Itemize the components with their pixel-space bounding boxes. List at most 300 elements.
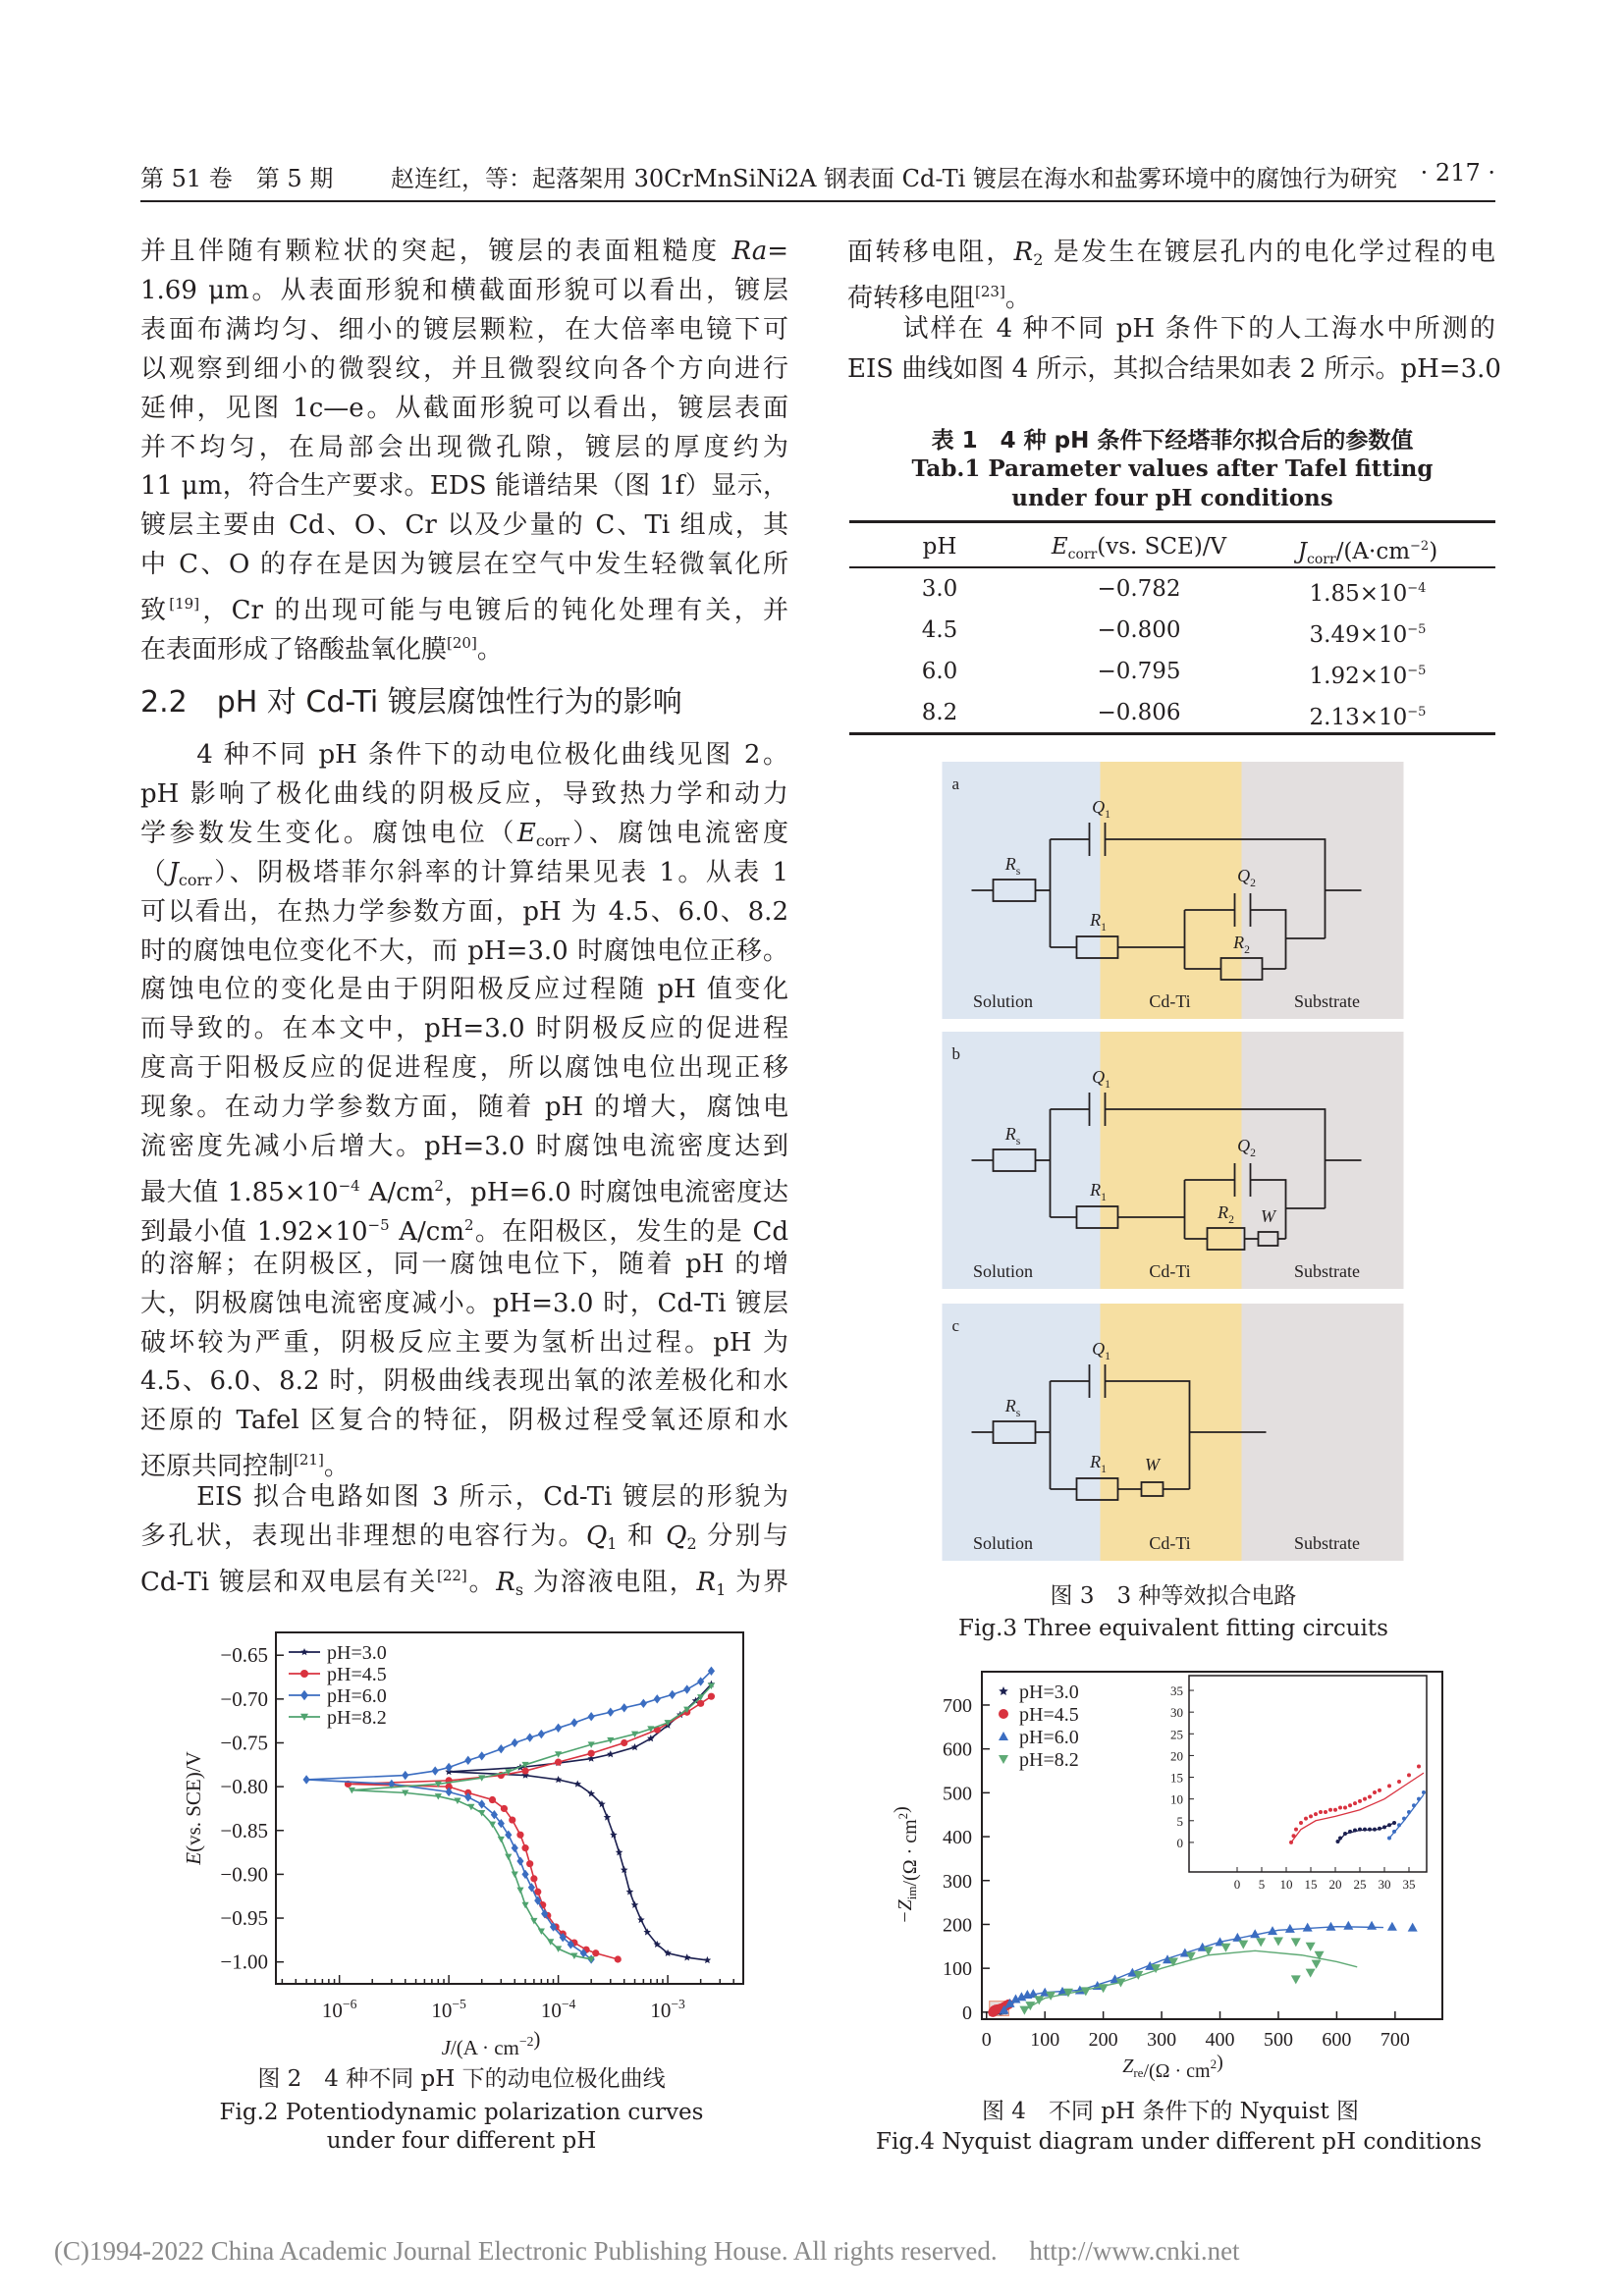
data-point	[631, 1901, 639, 1908]
data-point	[1303, 1923, 1313, 1932]
label-w	[1261, 1206, 1277, 1226]
inset-x-tick-label: 30	[1378, 1877, 1391, 1892]
text-run: 3.49×10	[1309, 622, 1408, 648]
inset-data-point	[1373, 1790, 1377, 1794]
italic-run: E	[1051, 534, 1068, 560]
inset-data-point	[1387, 1823, 1391, 1827]
inset-data-point	[1358, 1799, 1362, 1803]
text-run: 致	[140, 596, 170, 626]
superscript: −5	[367, 1215, 390, 1234]
inset-data-point	[1422, 1790, 1426, 1794]
text-line	[140, 389, 788, 428]
data-point	[704, 1956, 712, 1963]
text-line	[847, 309, 1495, 348]
inset-x-tick-label: 0	[1233, 1877, 1241, 1892]
data-point	[631, 1743, 639, 1750]
table-cell	[832, 574, 1048, 604]
table-cell	[832, 698, 1048, 727]
data-point	[683, 1953, 691, 1960]
data-point	[555, 1776, 563, 1783]
y-tick-label: 300	[943, 1870, 972, 1893]
data-point	[1312, 1960, 1322, 1969]
y-tick-label: 500	[943, 1783, 972, 1805]
data-point	[512, 1872, 518, 1878]
text-run: 为溶液电阻，	[523, 1567, 697, 1597]
x-tick-label: 300	[1147, 2029, 1177, 2051]
inset-data-point	[1417, 1797, 1421, 1801]
data-point	[521, 1844, 528, 1851]
inset-data-point	[1343, 1832, 1347, 1836]
text-line	[140, 1401, 788, 1440]
text-run: ）、阴极塔菲尔斜率的计算结果见表 1。从表 1	[211, 857, 788, 887]
inset-x-tick-label: 35	[1402, 1877, 1416, 1892]
data-point	[621, 1703, 627, 1712]
inset-chart	[1170, 1676, 1427, 1892]
text-line	[140, 1284, 788, 1323]
data-point	[1387, 1922, 1397, 1931]
data-point	[1019, 2006, 1029, 2015]
inset-data-point	[1392, 1830, 1396, 1834]
text-run: −0.795	[1097, 659, 1181, 684]
x-tick-label: 200	[1088, 2029, 1118, 2051]
text-run: 中 C、O 的存在是因为镀层在空气中发生轻微氧化所	[140, 550, 788, 580]
superscript: −4	[338, 1176, 360, 1195]
series-pH=8.2	[349, 1683, 715, 1963]
inset-data-point	[1363, 1797, 1367, 1801]
inset-data-point	[1407, 1773, 1411, 1777]
legend-label: pH=4.5	[1019, 1704, 1079, 1726]
table-cell	[832, 657, 1048, 686]
text-run: 的溶解；在阴极区，同一腐蚀电位下，随着 pH 的增	[140, 1249, 788, 1279]
text-run: R	[1233, 933, 1245, 952]
legend-label: pH=8.2	[1019, 1749, 1079, 1771]
inset-y-tick-label: 25	[1170, 1727, 1183, 1742]
panel-letter: a	[951, 774, 960, 793]
legend-label: pH=8.2	[327, 1707, 387, 1729]
inset-data-point	[1348, 1803, 1352, 1807]
inset-frame	[1189, 1676, 1427, 1872]
header-rule	[140, 200, 1495, 202]
text-run: 时的腐蚀电位变化不大，而 pH=3.0 时腐蚀电位正移。	[140, 935, 788, 966]
text-run: 现象。在动力学参数方面，随着 pH 的增大，腐蚀电	[140, 1093, 788, 1123]
data-point	[588, 1712, 595, 1721]
text-run: 8.2	[921, 700, 958, 725]
fit-line	[1004, 1927, 1383, 2010]
text-run: 。在阳极区，发生的是 Cd	[473, 1216, 788, 1247]
inset-y-tick-label: 5	[1176, 1813, 1183, 1829]
y-tick-label: 700	[943, 1694, 972, 1717]
text-run: /(A·cm	[1335, 539, 1411, 564]
data-point	[498, 1744, 505, 1753]
superscript: −5	[1407, 622, 1427, 637]
text-run: W	[1145, 1455, 1160, 1474]
italic-run: J	[168, 857, 179, 887]
text-run: 在表面形成了铬酸盐氧化膜	[140, 635, 448, 665]
text-line	[140, 1245, 788, 1284]
legend-marker	[300, 1648, 308, 1655]
text-run: 6.0	[921, 659, 958, 684]
label-w	[1145, 1455, 1162, 1474]
y-axis-label	[182, 1751, 205, 1866]
text-run: R	[1004, 1124, 1016, 1144]
text-run: 试样在 4 种不同 pH 条件下的人工海水中所测的	[847, 314, 1495, 344]
inset-data-point	[1289, 1841, 1293, 1844]
series-pH=8.2	[1019, 1937, 1357, 2014]
subscript: 2	[686, 1533, 697, 1553]
data-point	[570, 1718, 577, 1727]
data-point	[1291, 1938, 1301, 1947]
italic-run: Q	[666, 1521, 687, 1551]
journal-issue: 第 51 卷 第 5 期	[140, 165, 334, 192]
text-run: R	[1090, 1180, 1102, 1200]
inset-data-point	[1338, 1836, 1342, 1840]
panel-letter: c	[951, 1316, 960, 1335]
subscript: 2	[1250, 877, 1256, 889]
text-line	[140, 735, 788, 774]
text-run: 1.92×10	[1309, 664, 1408, 689]
superscript: −2	[518, 2034, 534, 2049]
superscript: 2	[434, 1176, 444, 1195]
data-point	[526, 1860, 533, 1867]
superscript: −5	[1407, 664, 1427, 678]
y-tick-label: 200	[943, 1914, 972, 1937]
table-cell	[1260, 574, 1476, 609]
data-point	[505, 1854, 512, 1860]
text-run: (vs. SCE)/V	[1097, 534, 1227, 560]
text-line	[140, 310, 788, 349]
text-line	[140, 1517, 788, 1556]
fig2-caption-cn: 图 2 4 种不同 pH 下的动电位极化曲线	[257, 2066, 666, 2092]
text-run: 为界	[726, 1567, 788, 1597]
text-run: 面转移电阻，	[847, 238, 1014, 267]
text-run: 大，阴极腐蚀电流密度减小。pH=3.0 时，Cd-Ti 镀层	[140, 1288, 788, 1318]
text-line	[140, 814, 788, 853]
text-run: =	[767, 237, 788, 266]
legend-marker	[300, 1670, 308, 1678]
text-run: Q	[1092, 797, 1106, 817]
inset-data-point	[1378, 1789, 1381, 1792]
table-header-cell	[1031, 532, 1247, 569]
region-label: Cd-Ti	[1149, 1533, 1191, 1553]
data-point	[555, 1724, 562, 1733]
legend-marker	[300, 1690, 308, 1700]
data-point	[516, 1888, 523, 1894]
text-run: 10	[321, 1999, 343, 2022]
superscript: 2	[1210, 2056, 1218, 2071]
y-tick-label: −0.85	[220, 1818, 268, 1842]
subscript: s	[1015, 1135, 1021, 1148]
solution-region	[943, 762, 1101, 1019]
text-run: Q	[1237, 866, 1251, 885]
legend-label: pH=3.0	[1019, 1682, 1079, 1703]
text-run: 11 μm，符合生产要求。EDS 能谱结果（图 1f）显示，	[140, 471, 788, 502]
inset-x-tick-label: 15	[1304, 1877, 1318, 1892]
text-run: R	[1218, 1202, 1229, 1222]
circuit-panel-a	[940, 762, 1406, 1019]
data-point	[302, 1775, 309, 1784]
text-run: 是发生在镀层孔内的电化学过程的电	[1043, 238, 1495, 267]
substrate-region	[1242, 1032, 1404, 1289]
data-point	[402, 1771, 408, 1780]
inset-data-point	[1392, 1821, 1396, 1825]
region-label: Cd-Ti	[1149, 1261, 1191, 1281]
text-run: 10	[650, 1999, 672, 2022]
subscript: 1	[1105, 1350, 1110, 1362]
data-point	[708, 1693, 715, 1700]
legend-label: pH=4.5	[327, 1664, 387, 1685]
text-line	[140, 774, 788, 814]
text-line	[140, 349, 788, 389]
text-run: 荷转移电阻	[847, 283, 976, 313]
data-point	[498, 1837, 505, 1842]
subscript: im	[904, 1886, 919, 1900]
table-cell	[1260, 615, 1476, 650]
data-point	[669, 1690, 676, 1699]
data-point	[1238, 1941, 1248, 1949]
legend-marker	[999, 1755, 1008, 1764]
subscript: 1	[607, 1533, 618, 1553]
fig3-caption-cn: 图 3 3 种等效拟合电路	[1050, 1583, 1297, 1609]
region-label: Solution	[972, 1261, 1034, 1281]
data-point	[1273, 1937, 1283, 1946]
region-label: Solution	[972, 991, 1034, 1011]
inset-data-point	[1314, 1812, 1318, 1816]
text-run: −0.806	[1097, 700, 1181, 725]
data-point	[592, 1949, 599, 1956]
superscript: −3	[671, 1997, 685, 2011]
text-line	[140, 932, 788, 971]
text-run: pH 影响了极化曲线的阴极反应，导致热力学和动力	[140, 778, 788, 809]
inset-x-tick-label: 10	[1279, 1877, 1293, 1892]
data-point	[467, 1804, 474, 1810]
inset-y-tick-label: 20	[1170, 1748, 1183, 1764]
fig4-caption-en: Fig.4 Nyquist diagram under different pH conditions	[876, 2129, 1483, 2155]
table-title-en-1: Tab.1 Parameter values after Tafel fitting	[911, 455, 1434, 482]
text-run: R	[1090, 910, 1102, 930]
inset-data-point	[1336, 1840, 1340, 1843]
text-line	[847, 272, 1495, 311]
text-run: −Z	[894, 1899, 916, 1924]
text-run: 。	[476, 635, 503, 665]
solution-region	[943, 1032, 1101, 1289]
table-title-cn: 表 1 4 种 pH 条件下经塔菲尔拟合后的参数值	[931, 428, 1414, 454]
text-run: 腐蚀电位的变化是由于阴阳极反应过程随 pH 值变化	[140, 975, 788, 1005]
text-run: (vs. SCE)/V	[182, 1751, 205, 1852]
data-point	[528, 1883, 535, 1892]
inset-data-point	[1397, 1780, 1401, 1784]
text-line	[140, 970, 788, 1009]
x-tick-label: 0	[981, 2029, 992, 2051]
y-tick-label: −0.65	[220, 1643, 268, 1668]
text-line	[140, 1088, 788, 1127]
text-line	[140, 506, 788, 545]
legend-marker	[999, 1709, 1008, 1719]
subscript: 1	[1105, 1078, 1110, 1091]
inset-data-point	[1397, 1823, 1401, 1827]
data-point	[1256, 1938, 1266, 1947]
text-run: 1.85×10	[1309, 581, 1408, 607]
inset-data-point	[1402, 1817, 1406, 1821]
data-point	[555, 1759, 562, 1766]
inset-data-point	[1309, 1814, 1313, 1818]
subscript: 2	[1228, 1213, 1234, 1226]
text-run: 延伸，见图 1c—e。从截面形貌可以看出，镀层表面	[140, 393, 788, 423]
text-run: 10	[431, 1999, 453, 2022]
text-run: Z	[1122, 2056, 1134, 2077]
data-point	[521, 1902, 528, 1908]
subscript: s	[514, 1579, 524, 1599]
data-point	[538, 1730, 545, 1738]
table-cell	[1260, 698, 1476, 732]
inset-data-point	[1333, 1808, 1337, 1812]
text-run: )	[1217, 2052, 1223, 2073]
text-run: 破坏较为严重，阴极反应主要为氢析出过程。pH 为	[140, 1327, 788, 1358]
y-tick-label: 400	[943, 1827, 972, 1849]
inset-data-point	[1373, 1828, 1377, 1832]
text-line	[140, 1362, 788, 1401]
subscript: 2	[1033, 250, 1044, 269]
text-run: /(A · cm	[450, 2036, 519, 2059]
series-pH=6.0	[1000, 1921, 1418, 2014]
data-point	[607, 1708, 614, 1717]
data-point	[1306, 1943, 1316, 1951]
subscript: 1	[716, 1579, 727, 1599]
text-run: 还原共同控制	[140, 1452, 295, 1482]
data-point	[1343, 1921, 1353, 1930]
text-line	[140, 1323, 788, 1362]
subscript: s	[1015, 865, 1021, 878]
x-tick-label: 400	[1205, 2029, 1235, 2051]
data-point	[432, 1766, 439, 1775]
text-run: −0.782	[1097, 576, 1181, 602]
table-header-cell	[1260, 532, 1476, 574]
figure-4-nyquist-chart	[884, 1659, 1473, 2082]
data-point	[1220, 1944, 1230, 1952]
text-line	[140, 1205, 788, 1245]
legend-label: pH=6.0	[327, 1685, 387, 1707]
inset-y-tick-label: 35	[1170, 1683, 1183, 1699]
subscript: 2	[1244, 943, 1250, 956]
text-line	[140, 584, 788, 626]
text-run: )	[533, 2027, 541, 2051]
inset-data-point	[1343, 1806, 1347, 1810]
text-run: 流密度先减小后增大。pH=3.0 时腐蚀电流密度达到	[140, 1132, 788, 1161]
text-line	[140, 1166, 788, 1205]
y-tick-label: 600	[943, 1738, 972, 1761]
subscript: corr	[1307, 552, 1336, 567]
section-heading: 2.2 pH 对 Cd-Ti 镀层腐蚀性行为的影响	[140, 685, 682, 720]
circuit-panel-c	[940, 1304, 1406, 1561]
inset-data-point	[1407, 1810, 1411, 1814]
inset-data-point	[1358, 1828, 1362, 1832]
data-point	[530, 1875, 537, 1882]
text-line	[140, 545, 788, 584]
data-point	[1285, 1924, 1295, 1933]
inset-data-point	[1338, 1806, 1342, 1810]
text-run: 。	[323, 1452, 350, 1482]
text-run: 并且伴随有颗粒状的突起，镀层的表面粗糙度	[140, 237, 732, 266]
text-run: 镀层主要由 Cd、O、Cr 以及少量的 C、Ti 组成，其	[140, 510, 788, 541]
subscript: 1	[1105, 808, 1110, 821]
superscript: −5	[452, 1997, 466, 2011]
text-run: Q	[1237, 1136, 1251, 1155]
data-point	[501, 1805, 508, 1812]
inset-x-tick-label: 5	[1258, 1877, 1266, 1892]
inset-data-point	[1387, 1784, 1391, 1788]
text-run: 10	[540, 1999, 562, 2022]
data-point	[516, 1832, 523, 1839]
fig3-caption-en: Fig.3 Three equivalent fitting circuits	[958, 1616, 1388, 1641]
y-axis-label	[891, 1806, 921, 1924]
data-point	[478, 1799, 485, 1808]
x-tick-label: 700	[1380, 2029, 1410, 2051]
footer-url[interactable]: http://www.cnki.net	[1029, 2236, 1240, 2266]
text-run: 还原的 Tafel 区复合的特征，阴极过程受氧还原和水	[140, 1406, 788, 1436]
region-label: Substrate	[1294, 1261, 1360, 1281]
text-line	[140, 892, 788, 932]
text-run: pH	[922, 534, 957, 560]
fig2-caption-en-2: under four different pH	[326, 2128, 597, 2154]
inset-data-point	[1299, 1821, 1303, 1825]
text-run: 4 种不同 pH 条件下的动电位极化曲线见图 2。	[140, 740, 788, 770]
text-run: −0.800	[1097, 617, 1181, 643]
subscript: 1	[1101, 1191, 1107, 1203]
text-run: W	[1261, 1206, 1275, 1226]
copyright-text: (C)1994-2022 China Academic Journal Electronic Publishing House. All rights reserved.	[54, 2236, 998, 2266]
data-point	[489, 1796, 496, 1803]
data-point	[615, 1955, 622, 1962]
text-line	[140, 1440, 788, 1482]
legend-marker	[999, 1686, 1008, 1695]
x-axis-label	[1122, 2052, 1223, 2082]
text-line	[140, 428, 788, 467]
data-point	[509, 1816, 515, 1823]
y-tick-label: −1.00	[220, 1949, 268, 1974]
italic-run: Q	[585, 1521, 608, 1551]
y-tick-label: 0	[962, 2002, 972, 2024]
data-point	[640, 1699, 647, 1708]
superscript: −4	[1407, 581, 1427, 596]
table-header-cell	[832, 532, 1048, 561]
text-line	[140, 1127, 788, 1166]
y-tick-label: −0.75	[220, 1731, 268, 1755]
region-label: Cd-Ti	[1149, 991, 1191, 1011]
text-run: 多孔状，表现出非理想的电容行为。	[140, 1521, 586, 1551]
table-cell	[1031, 657, 1247, 686]
text-run: )	[891, 1806, 912, 1813]
table-top-rule	[849, 520, 1495, 523]
superscript: −5	[1407, 705, 1427, 720]
text-run: 以观察到细小的微裂纹，并且微裂纹向各个方向进行	[140, 353, 788, 384]
text-line	[847, 349, 1501, 389]
fig4-caption-cn: 图 4 不同 pH 条件下的 Nyquist 图	[981, 2099, 1360, 2124]
solution-region	[943, 1304, 1101, 1561]
data-point	[683, 1684, 690, 1693]
circuit-panel-b	[940, 1032, 1406, 1289]
legend-marker	[999, 1732, 1008, 1740]
inset-y-tick-label: 30	[1170, 1705, 1183, 1721]
inset-data-point	[1353, 1801, 1357, 1805]
x-axis-label	[442, 2027, 541, 2059]
inset-y-tick-label: 10	[1170, 1791, 1183, 1807]
inset-data-point	[1348, 1830, 1352, 1834]
text-line	[140, 271, 788, 310]
inset-data-point	[1324, 1810, 1327, 1814]
substrate-region	[1242, 762, 1404, 1019]
inset-x-tick-label: 20	[1328, 1877, 1342, 1892]
inset-data-point	[1368, 1828, 1372, 1832]
text-run: ）、腐蚀电流密度	[568, 818, 788, 848]
